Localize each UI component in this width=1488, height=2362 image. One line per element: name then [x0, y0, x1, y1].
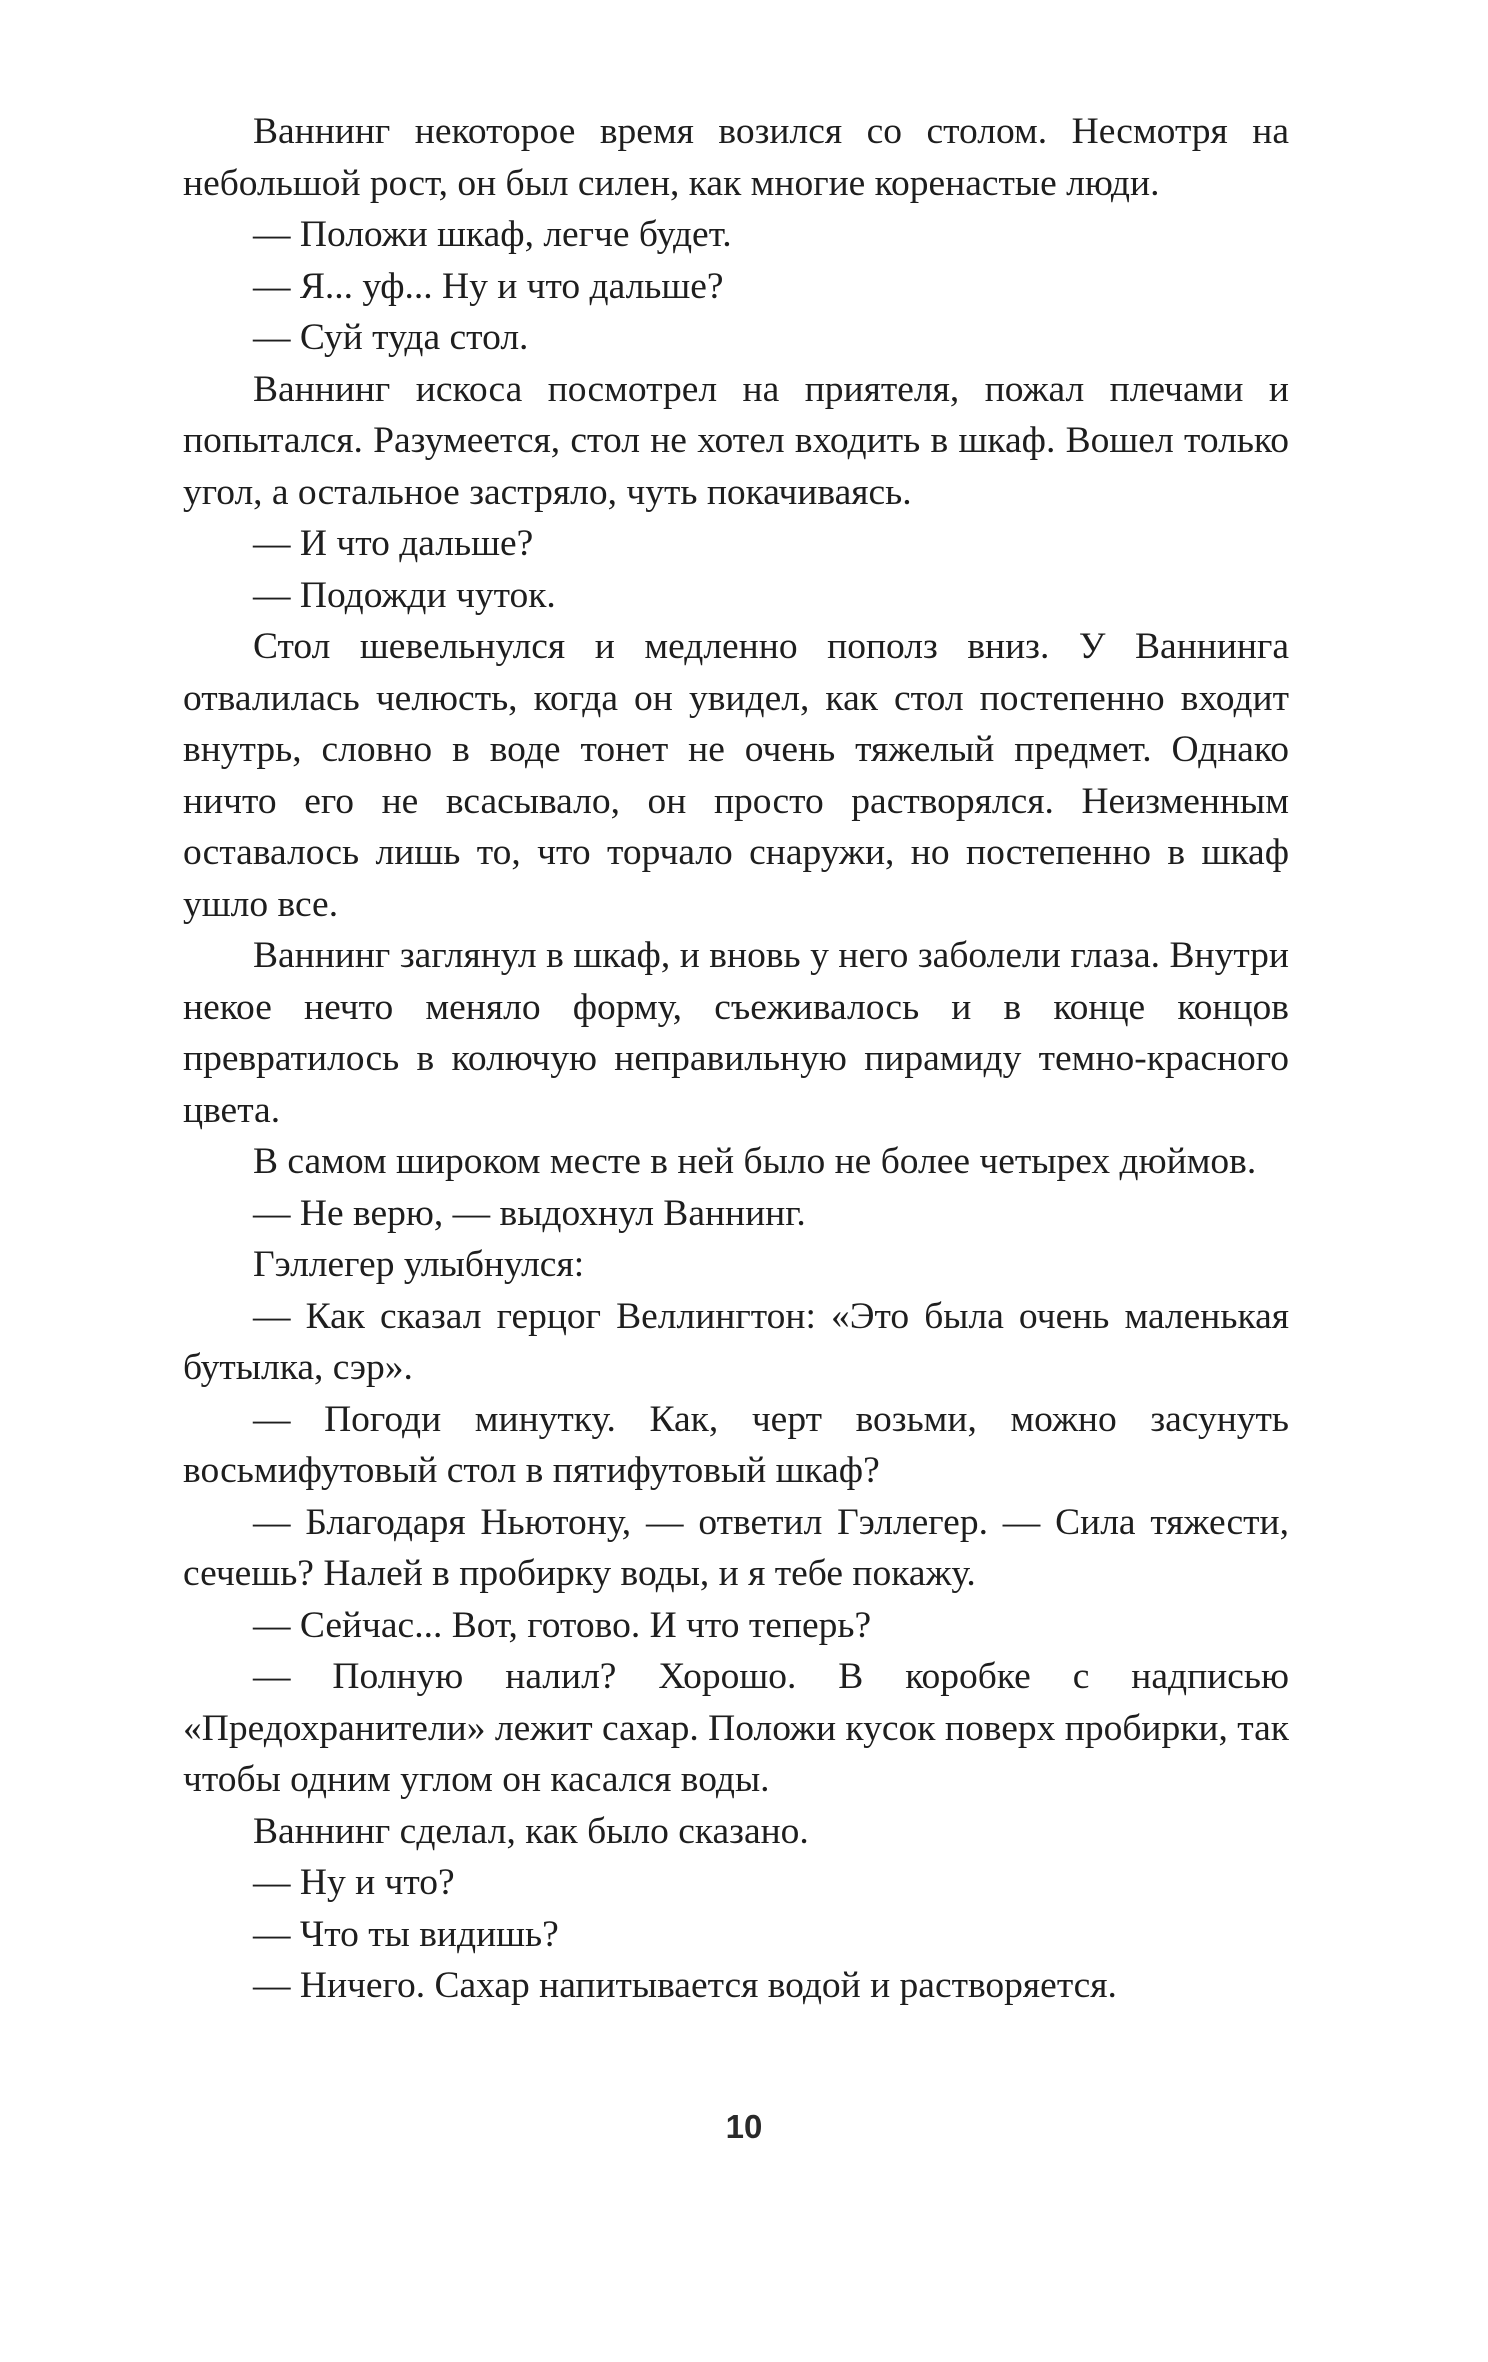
page-number: 10 [725, 2108, 763, 2145]
paragraph: Ваннинг заглянул в шкаф, и вновь у него заболели глаза. Внутри некое нечто меняло форму, съеживалось и в конце концов превратилось в колючую неправильную пирамиду темно-красного цвета. [183, 935, 1289, 1131]
paragraph: — Положи шкаф, легче будет. [253, 214, 732, 255]
paragraph: — Подожди чуток. [253, 574, 556, 616]
paragraph: — Погоди минутку. Как, черт возьми, можно засунуть восьмифутовый стол в пятифутовый шкаф? [183, 1398, 1289, 1491]
paragraph: — Как сказал герцог Веллингтон: «Это была очень маленькая бутылка, сэр». [183, 1295, 1289, 1388]
paragraph: Ваннинг искоса посмотрел на приятеля, пожал плечами и попытался. Разумеется, стол не хотел входить в шкаф. Вошел только угол, а остальное застряло, чуть покачиваясь. [183, 368, 1289, 513]
body-text [183, 106, 1289, 2012]
paragraph: — Суй туда стол. [253, 317, 529, 358]
paragraph: Ваннинг сделал, как было сказано. [253, 1810, 809, 1852]
paragraph: — Что ты видишь? [253, 1913, 559, 1955]
paragraph: В самом широком месте в ней было не более четырех дюймов. [253, 1141, 1257, 1182]
paragraph: — Ничего. Сахар напитывается водой и растворяется. [253, 1965, 1117, 2006]
paragraph: — Сейчас... Вот, готово. И что теперь? [253, 1604, 872, 1646]
paragraph: — И что дальше? [253, 523, 534, 564]
paragraph: Ваннинг некоторое время возился со столом. Несмотря на небольшой рост, он был силен, как многие коренастые люди. [183, 111, 1289, 204]
paragraph: — Не верю, — выдохнул Ваннинг. [253, 1192, 806, 1234]
paragraph: — Благодаря Ньютону, — ответил Гэллегер. — Сила тяжести, сечешь? Налей в пробирку воды, и я тебе покажу. [183, 1501, 1289, 1594]
paragraph: Стол шевельнулся и медленно пополз вниз. У Ваннинга отвалилась челюсть, когда он увидел, как стол постепенно входит внутрь, словно в воде тонет не очень тяжелый предмет. Однако ничто его не всасывало, он просто растворялся. Неизменным оставалось лишь то, что торчало снаружи, но постепенно в шкаф ушло все. [183, 626, 1289, 925]
paragraph: — Полную налил? Хорошо. В коробке с надписью «Предохранители» лежит сахар. Положи кусок поверх пробирки, так чтобы одним углом он касался воды. [183, 1656, 1289, 1800]
paragraph: — Я... уф... Ну и что дальше? [253, 265, 724, 307]
paragraph: Гэллегер улыбнулся: [253, 1244, 585, 1285]
paragraph: — Ну и что? [253, 1862, 455, 1903]
